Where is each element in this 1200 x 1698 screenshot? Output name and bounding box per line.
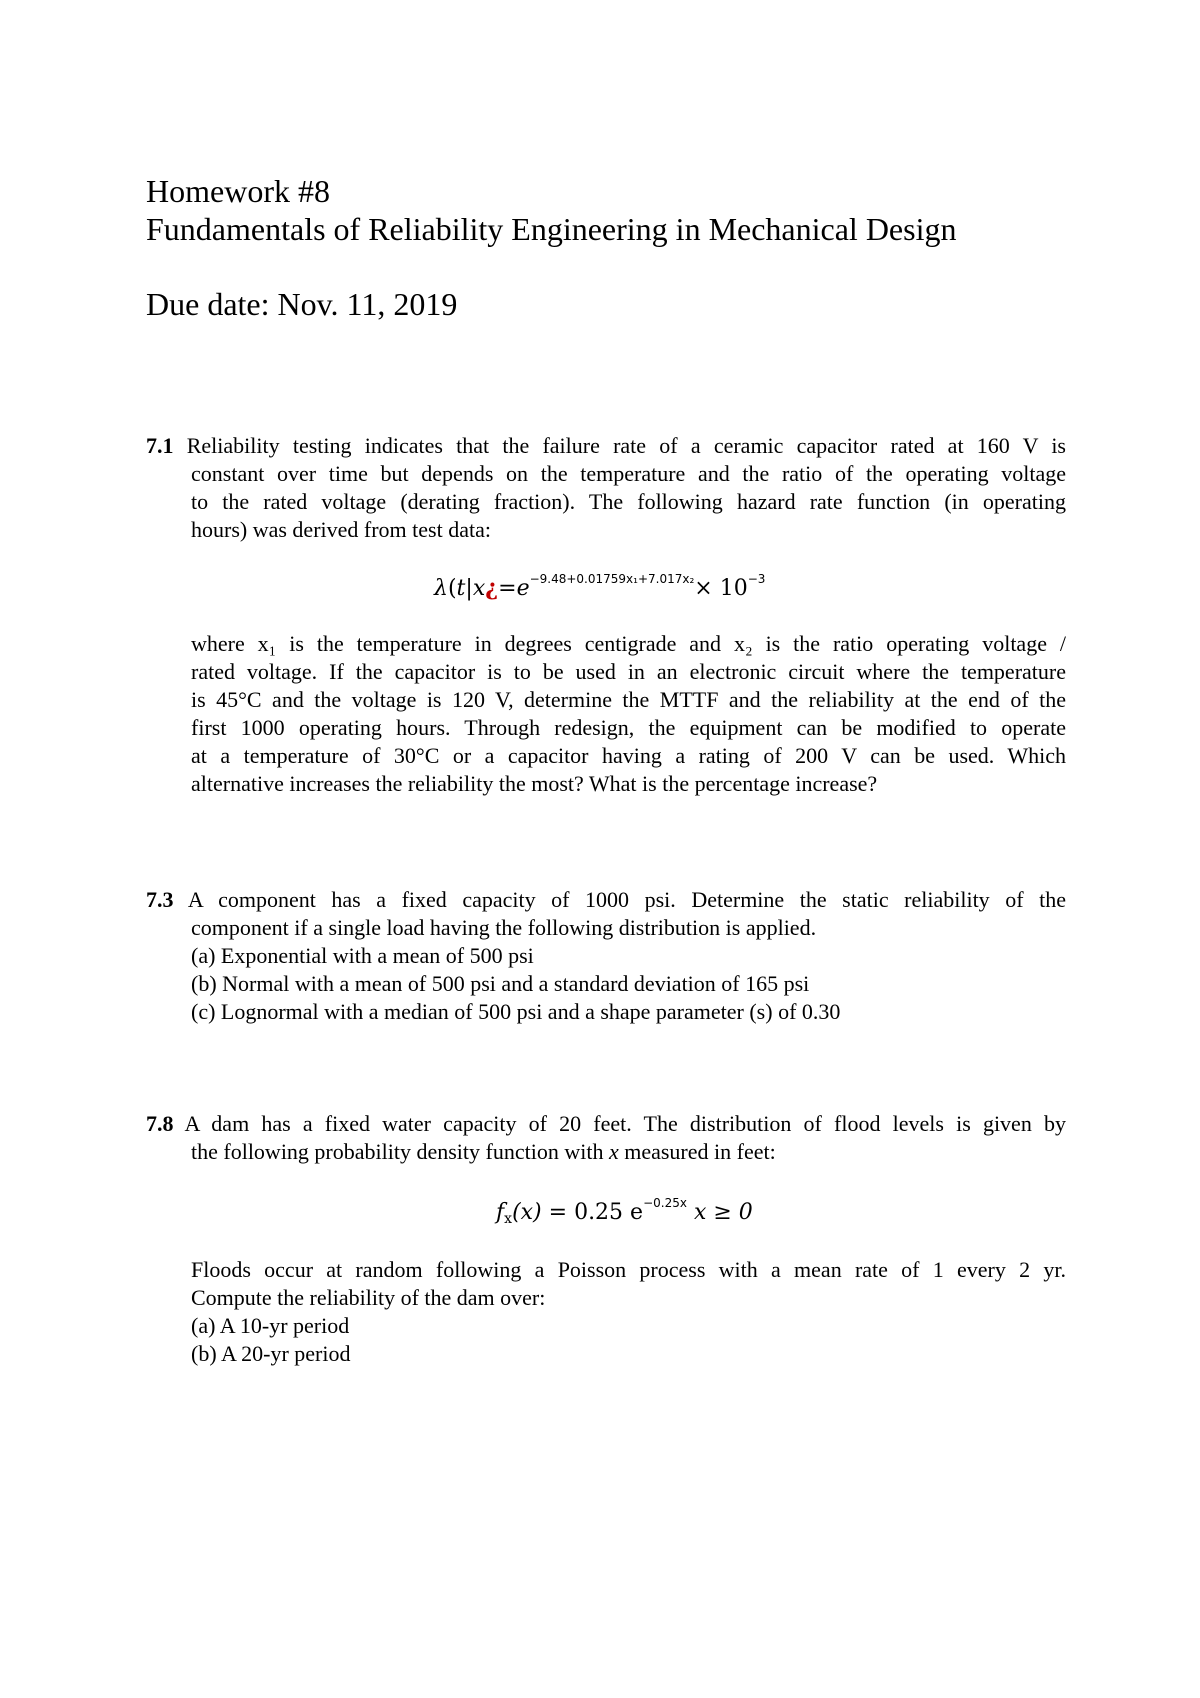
problem-text: constant over time but depends on the temperature and the ratio of the operating voltage bbox=[191, 461, 1066, 486]
problem-7-8 bbox=[146, 1110, 1066, 1166]
problem-text: where x₁ is the temperature in degrees centigrade and x₂ is the ratio operating voltage / bbox=[191, 631, 1066, 656]
equation-symbol: × 10 bbox=[694, 576, 748, 601]
problem-text: A dam has a fixed water capacity of 20 feet. The distribution of flood levels is given by bbox=[184, 1111, 1066, 1136]
equation-exponent: −9.48+0.01759x₁+7.017x₂ bbox=[529, 572, 695, 586]
problem-text: is 45°C and the voltage is 120 V, determine the MTTF and the reliability at the end of the bbox=[191, 687, 1066, 712]
problem-text: rated voltage. If the capacitor is to be used in an electronic circuit where the temperature bbox=[191, 659, 1066, 684]
equation-symbol: ¿ bbox=[485, 575, 499, 601]
problem-text: at a temperature of 30°C or a capacitor having a rating of 200 V can be used. Which bbox=[191, 743, 1066, 768]
equation-condition: x ≥ 0 bbox=[693, 1200, 753, 1225]
equation-exponent: −0.25x bbox=[643, 1196, 687, 1210]
problem-7-1 bbox=[146, 432, 1066, 544]
equation-exponent: −3 bbox=[747, 572, 766, 586]
due-date: Due date: Nov. 11, 2019 bbox=[146, 286, 458, 322]
equation-subscript: x bbox=[504, 1211, 513, 1227]
problem-text bbox=[191, 1138, 1066, 1166]
homework-title: Homework #8 bbox=[146, 173, 330, 209]
problem-number: 7.1 bbox=[146, 433, 174, 458]
problem-7-1-continued bbox=[146, 630, 1066, 798]
equation-symbol: t bbox=[456, 576, 466, 601]
problem-7-8-first-line bbox=[146, 1110, 1066, 1138]
course-title: Fundamentals of Reliability Engineering in Mechanical Design bbox=[146, 211, 957, 247]
problem-text: Compute the reliability of the dam over: bbox=[191, 1285, 546, 1310]
problem-text-part: measured in feet: bbox=[618, 1139, 776, 1164]
problem-text: first 1000 operating hours. Through redesign, the equipment can be modified to operate bbox=[191, 715, 1066, 740]
equation-symbol: ( bbox=[447, 576, 457, 601]
option-a: (a) Exponential with a mean of 500 psi bbox=[191, 943, 534, 968]
document-header bbox=[146, 172, 956, 248]
problem-text: to the rated voltage (derating fraction). The following hazard rate function (in operating bbox=[191, 489, 1066, 514]
option-b: (b) Normal with a mean of 500 psi and a standard deviation of 165 psi bbox=[191, 971, 810, 996]
problem-text-part: the following probability density function with bbox=[191, 1139, 609, 1164]
problem-7-1-first-line bbox=[146, 432, 1066, 460]
option-c: (c) Lognormal with a median of 500 psi and a shape parameter (s) of 0.30 bbox=[191, 999, 841, 1024]
hazard-rate-equation bbox=[434, 572, 765, 601]
equation-symbol: e bbox=[516, 576, 530, 601]
problem-text: A component has a fixed capacity of 1000 psi. Determine the static reliability of the bbox=[187, 887, 1066, 912]
problem-number: 7.8 bbox=[146, 1111, 174, 1136]
option-b: (b) A 20-yr period bbox=[191, 1341, 351, 1366]
equation-symbol: = 0.25 e bbox=[548, 1200, 644, 1225]
equation-symbol: λ bbox=[434, 576, 448, 601]
equation-symbol: | bbox=[465, 576, 473, 601]
problem-text: Floods occur at random following a Poisson process with a mean rate of 1 every 2 yr. bbox=[191, 1257, 1066, 1282]
equation-symbol: = bbox=[498, 576, 517, 601]
problem-number: 7.3 bbox=[146, 887, 174, 912]
problem-7-8-continued bbox=[146, 1256, 1066, 1368]
equation-symbol: (x) bbox=[512, 1200, 542, 1225]
problem-text: Reliability testing indicates that the failure rate of a ceramic capacitor rated at 160 V is bbox=[186, 433, 1066, 458]
problem-text: alternative increases the reliability the most? What is the percentage increase? bbox=[191, 771, 878, 796]
equation-symbol: f bbox=[496, 1200, 505, 1225]
problem-text: component if a single load having the following distribution is applied. bbox=[191, 915, 817, 940]
problem-text: hours) was derived from test data: bbox=[191, 517, 491, 542]
equation-symbol: x bbox=[472, 576, 486, 601]
problem-text-variable: x bbox=[608, 1139, 619, 1164]
flood-pdf-equation bbox=[496, 1196, 753, 1227]
option-a: (a) A 10-yr period bbox=[191, 1313, 350, 1338]
problem-7-3 bbox=[146, 886, 1066, 1026]
problem-7-3-first-line bbox=[146, 886, 1066, 914]
